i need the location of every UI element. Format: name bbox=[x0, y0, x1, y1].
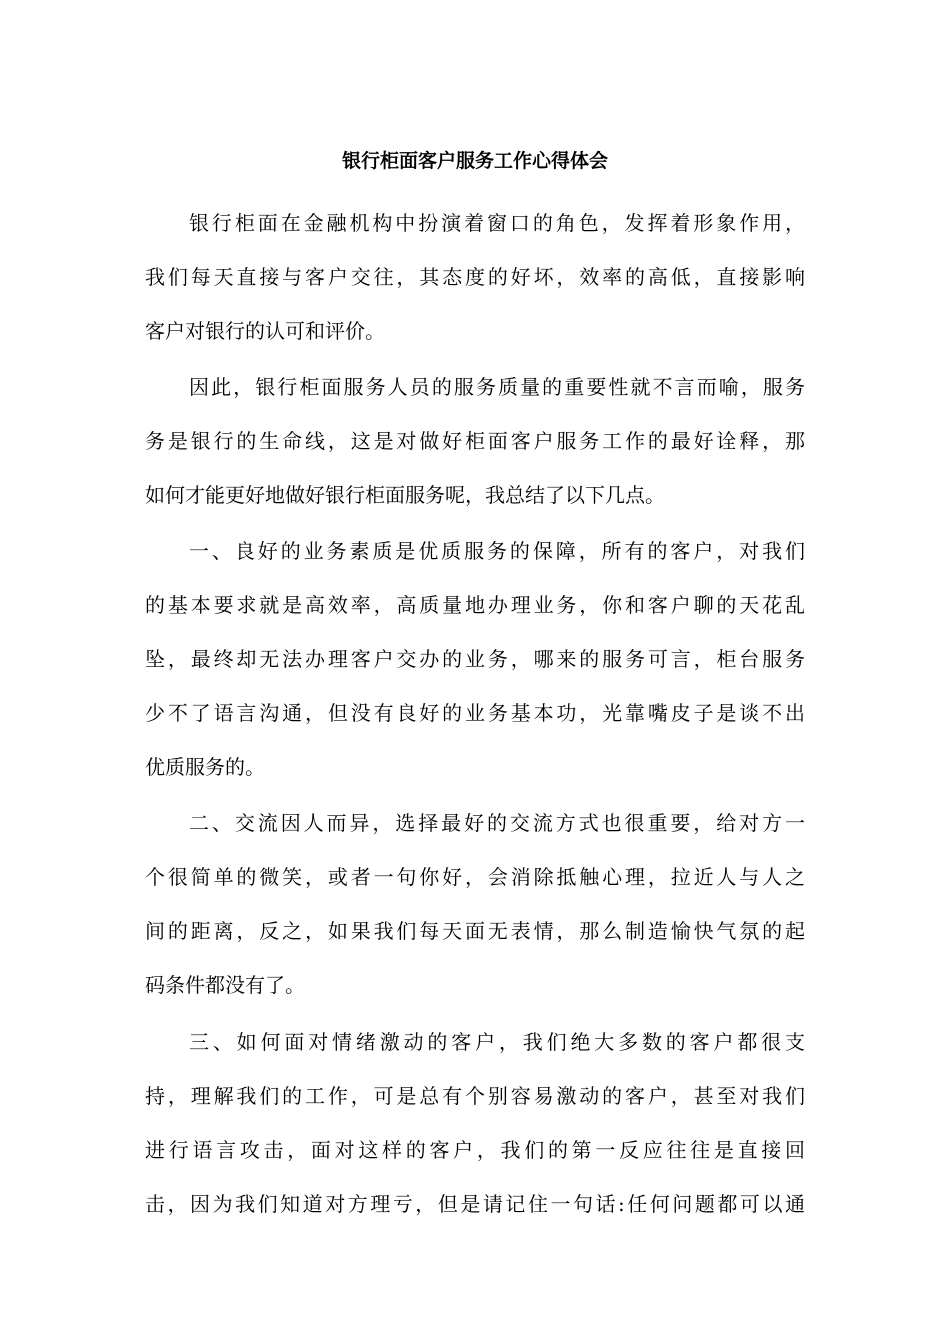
paragraph-3 bbox=[145, 524, 805, 794]
paragraph-line: 银行柜面在金融机构中扮演着窗口的角色，发挥着形象作用， bbox=[189, 211, 805, 235]
paragraph-line: 间的距离，反之，如果我们每天面无表情，那么制造愉快气氛的起 bbox=[145, 919, 805, 943]
paragraph-line: 的基本要求就是高效率，高质量地办理业务，你和客户聊的天花乱 bbox=[145, 593, 805, 617]
paragraph-2 bbox=[145, 360, 805, 522]
paragraph-line: 务是银行的生命线，这是对做好柜面客户服务工作的最好诠释，那 bbox=[145, 429, 805, 453]
paragraph-line: 因此，银行柜面服务人员的服务质量的重要性就不言而喻，服务 bbox=[189, 375, 805, 399]
paragraph-line: 优质服务的。 bbox=[145, 755, 265, 779]
document-title: 银行柜面客户服务工作心得体会 bbox=[341, 150, 608, 172]
paragraph-line: 进行语言攻击，面对这样的客户，我们的第一反应往往是直接回 bbox=[145, 1138, 805, 1162]
paragraph-line: 三、如何面对情绪激动的客户，我们绝大多数的客户都很支 bbox=[189, 1030, 805, 1054]
paragraph-line: 二、交流因人而异，选择最好的交流方式也很重要，给对方一 bbox=[189, 811, 805, 835]
paragraph-line: 如何才能更好地做好银行柜面服务呢，我总结了以下几点。 bbox=[145, 483, 665, 507]
paragraph-line: 我们每天直接与客户交往，其态度的好坏，效率的高低，直接影响 bbox=[145, 265, 805, 289]
paragraph-line: 持，理解我们的工作，可是总有个别容易激动的客户，甚至对我们 bbox=[145, 1084, 805, 1108]
paragraph-line: 少不了语言沟通，但没有良好的业务基本功，光靠嘴皮子是谈不出 bbox=[145, 701, 805, 725]
paragraph-1 bbox=[145, 196, 805, 358]
paragraph-line: 一、良好的业务素质是优质服务的保障，所有的客户，对我们 bbox=[189, 539, 805, 563]
paragraph-line: 个很简单的微笑，或者一句你好，会消除抵触心理，拉近人与人之 bbox=[145, 865, 805, 889]
paragraph-line: 码条件都没有了。 bbox=[145, 973, 305, 997]
paragraph-line: 客户对银行的认可和评价。 bbox=[145, 319, 385, 343]
paragraph-5 bbox=[145, 1015, 805, 1231]
paragraph-4 bbox=[145, 796, 805, 1012]
paragraph-line: 坠，最终却无法办理客户交办的业务，哪来的服务可言，柜台服务 bbox=[145, 647, 805, 671]
paragraph-line: 击，因为我们知道对方理亏，但是请记住一句话:任何问题都可以通 bbox=[145, 1192, 805, 1216]
